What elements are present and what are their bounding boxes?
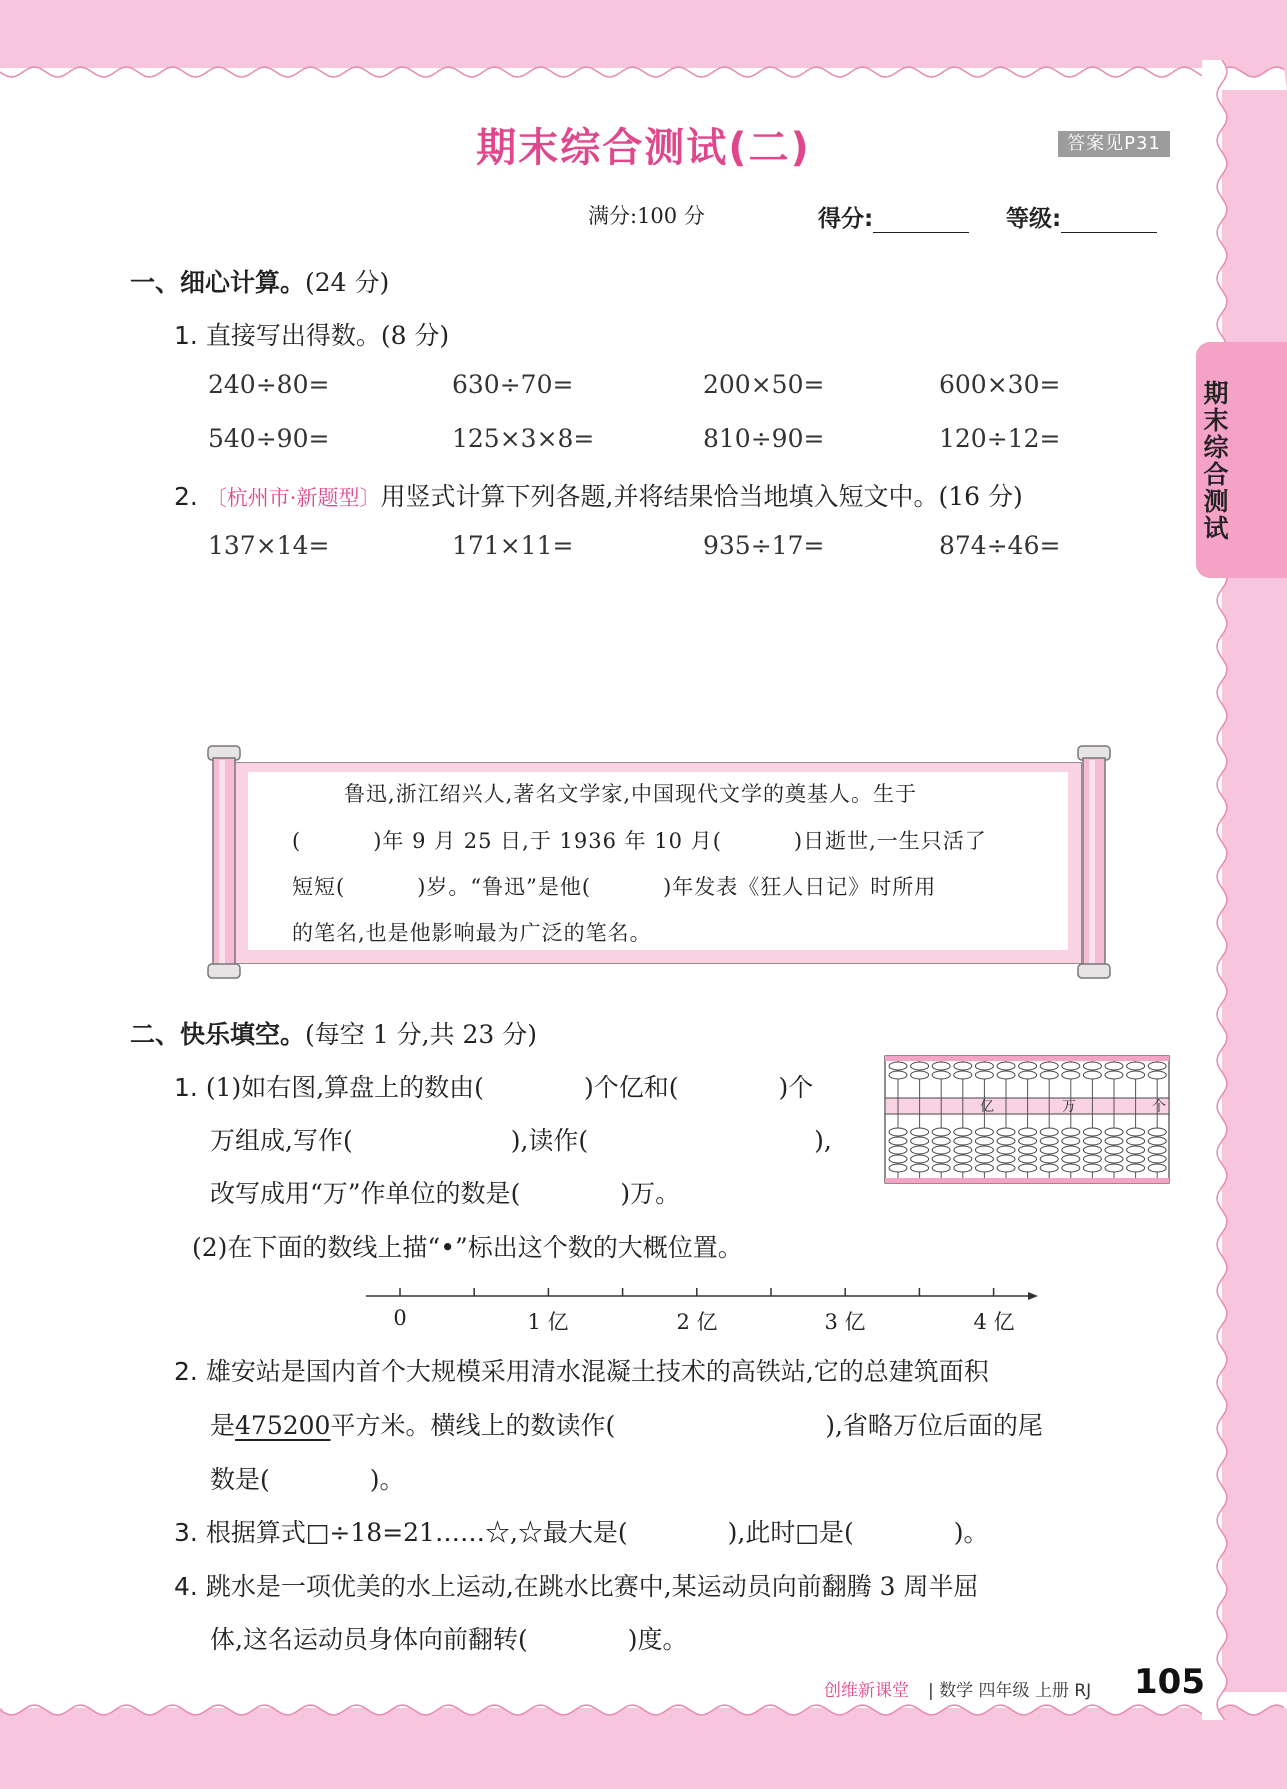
abacus-label-ge: 个 <box>1152 1099 1166 1115</box>
abacus-bead <box>997 1071 1015 1079</box>
s2-q1-number: 1. <box>174 1073 198 1102</box>
section1-points: (24 分) <box>305 268 390 297</box>
abacus-bead <box>1105 1146 1123 1154</box>
abacus-bead <box>975 1128 993 1136</box>
scroll-line-3 <box>292 871 936 901</box>
question-text: 体,这名运动员身体向前翻转( <box>210 1625 528 1654</box>
s1-q1-number: 1. <box>174 321 198 350</box>
question-text: )。 <box>953 1518 989 1547</box>
abacus-bead <box>1040 1137 1058 1145</box>
question-text: 平方米。横线上的数读作( <box>330 1411 616 1440</box>
abacus-bead <box>975 1164 993 1172</box>
s2-q3 <box>174 1513 989 1549</box>
s2-q4-line1 <box>174 1567 979 1603</box>
abacus-bead <box>954 1071 972 1079</box>
scroll-text-part: )年 9 月 25 日,于 1936 年 10 月( <box>373 829 722 853</box>
abacus-bead <box>975 1137 993 1145</box>
s1-q1 <box>174 316 449 352</box>
question-text: )。 <box>369 1465 405 1494</box>
section1-heading <box>130 263 389 299</box>
abacus-bead <box>997 1137 1015 1145</box>
question-text: ),读作( <box>510 1126 589 1155</box>
abacus-bead <box>932 1062 950 1070</box>
calc-item: 120÷12= <box>939 424 1061 453</box>
top-wave-border <box>0 50 1287 90</box>
scroll-line-4: 的笔名,也是他影响最为广泛的笔名。 <box>292 921 652 945</box>
scroll-text-part: )日逝世,一生只活了 <box>793 829 987 853</box>
section2-title: 二、快乐填空。 <box>130 1020 306 1049</box>
abacus-label-yi: 亿 <box>980 1099 994 1115</box>
s2-q1-line2 <box>210 1121 832 1157</box>
calc-item: 600×30= <box>939 370 1061 399</box>
footer-brand: 创维新课堂 <box>824 1681 909 1701</box>
question-text: )个亿和( <box>583 1073 679 1102</box>
s2-q3-number: 3. <box>174 1518 198 1547</box>
question-text: 数是( <box>210 1465 270 1494</box>
scroll-line-2 <box>292 825 987 855</box>
s1-q2 <box>174 477 1023 513</box>
s2-q2-line2 <box>210 1406 1043 1442</box>
abacus-bead <box>1040 1128 1058 1136</box>
abacus-bead <box>1127 1062 1145 1070</box>
scroll-right-roller <box>1074 742 1114 982</box>
number-line-label: 3 亿 <box>824 1310 866 1334</box>
calc-item: 125×3×8= <box>452 424 595 453</box>
answer-reference-badge: 答案见P31 <box>1058 131 1170 157</box>
abacus-bead <box>1083 1137 1101 1145</box>
abacus-bead <box>975 1146 993 1154</box>
abacus-bead <box>1127 1128 1145 1136</box>
calc-item: 874÷46= <box>939 531 1061 560</box>
abacus-bead <box>1127 1146 1145 1154</box>
abacus-bead <box>1148 1062 1166 1070</box>
abacus-bead <box>1105 1137 1123 1145</box>
grade-field <box>1006 200 1157 233</box>
abacus-bead <box>1105 1128 1123 1136</box>
abacus-bead <box>1083 1071 1101 1079</box>
abacus-bead <box>997 1164 1015 1172</box>
abacus-bead <box>1019 1164 1037 1172</box>
abacus-bead <box>1105 1071 1123 1079</box>
abacus-bead <box>975 1071 993 1079</box>
page-number: 105 <box>1134 1662 1205 1702</box>
bottom-wave-border <box>0 1692 1287 1732</box>
abacus-bead <box>889 1128 907 1136</box>
abacus-bead <box>1083 1128 1101 1136</box>
abacus-bead <box>997 1128 1015 1136</box>
number-line-label: 4 亿 <box>973 1310 1015 1334</box>
underlined-number: 475200 <box>235 1411 331 1440</box>
abacus-bead <box>1062 1164 1080 1172</box>
abacus-bead <box>889 1137 907 1145</box>
abacus-bead <box>954 1137 972 1145</box>
s2-q4-number: 4. <box>174 1572 198 1601</box>
s2-q4-line2 <box>210 1620 687 1656</box>
abacus-bead <box>1062 1071 1080 1079</box>
full-score-label: 满分:100 分 <box>588 204 705 228</box>
abacus-bead <box>1105 1164 1123 1172</box>
question-text: )个 <box>778 1073 814 1102</box>
abacus-bead <box>1019 1155 1037 1163</box>
abacus-bead <box>1083 1146 1101 1154</box>
question-text: 改写成用“万”作单位的数是( <box>210 1179 521 1208</box>
question-text: ),此时□是( <box>727 1518 854 1547</box>
page-title: 期末综合测试(二) <box>476 125 811 171</box>
calc-item: 137×14= <box>208 531 330 560</box>
abacus-bead <box>889 1164 907 1172</box>
abacus-bead <box>1040 1071 1058 1079</box>
calc-item: 171×11= <box>452 531 574 560</box>
abacus-bead <box>997 1062 1015 1070</box>
abacus-bead <box>1062 1128 1080 1136</box>
s2-q2-line3 <box>210 1460 405 1496</box>
calc-item: 240÷80= <box>208 370 330 399</box>
scroll-line-1: 鲁迅,浙江绍兴人,著名文学家,中国现代文学的奠基人。生于 <box>344 782 918 806</box>
s2-q1-line1 <box>174 1068 813 1104</box>
abacus-bead <box>1040 1155 1058 1163</box>
abacus-bead <box>954 1128 972 1136</box>
abacus-bead <box>889 1146 907 1154</box>
abacus-bead <box>1062 1062 1080 1070</box>
abacus-bead <box>1148 1164 1166 1172</box>
side-chapter-tab-label: 期末综合测试 <box>1200 380 1229 542</box>
abacus-bead <box>932 1137 950 1145</box>
s1-q2-number: 2. <box>174 482 198 511</box>
abacus-bead <box>932 1071 950 1079</box>
abacus-bead <box>954 1146 972 1154</box>
s2-q2-line1 <box>174 1352 989 1388</box>
abacus-bead <box>1148 1155 1166 1163</box>
abacus-bead <box>1105 1062 1123 1070</box>
abacus-bead <box>954 1164 972 1172</box>
abacus-bead <box>911 1128 929 1136</box>
question-text: 根据算式□÷18=21……☆,☆最大是( <box>205 1518 628 1547</box>
abacus-bead <box>954 1062 972 1070</box>
grade-blank[interactable] <box>1061 206 1157 233</box>
abacus-bead <box>1019 1071 1037 1079</box>
abacus-bead <box>1019 1137 1037 1145</box>
abacus-bead <box>911 1062 929 1070</box>
abacus-label-wan: 万 <box>1062 1099 1076 1115</box>
footer-info: | 数学 四年级 上册 RJ <box>928 1681 1092 1701</box>
number-line-label: 0 <box>393 1306 407 1330</box>
abacus-bead <box>932 1146 950 1154</box>
grade-label: 等级: <box>1006 206 1062 232</box>
score-blank[interactable] <box>873 206 969 233</box>
s1-q1-text: 直接写出得数。(8 分) <box>205 321 450 350</box>
number-line-label: 1 亿 <box>527 1310 569 1334</box>
abacus-bead <box>1127 1137 1145 1145</box>
abacus-bead <box>932 1155 950 1163</box>
question-text: 万组成,写作( <box>210 1126 353 1155</box>
abacus-bead <box>954 1155 972 1163</box>
calc-item: 810÷90= <box>703 424 825 453</box>
abacus-bead <box>997 1146 1015 1154</box>
abacus-bead <box>889 1062 907 1070</box>
abacus-bead <box>1062 1155 1080 1163</box>
s2-q1-part2: (2)在下面的数线上描“•”标出这个数的大概位置。 <box>192 1233 743 1262</box>
abacus-bead <box>1040 1146 1058 1154</box>
abacus-bead <box>911 1155 929 1163</box>
question-text: (1)如右图,算盘上的数由( <box>205 1073 484 1102</box>
abacus-bead <box>932 1128 950 1136</box>
scroll-text-part: )岁。“鲁迅”是他( <box>417 875 592 899</box>
abacus-bead <box>1083 1062 1101 1070</box>
question-text: 雄安站是国内首个大规模采用清水混凝土技术的高铁站,它的总建筑面积 <box>205 1357 989 1386</box>
s2-q1-line3 <box>210 1174 680 1210</box>
abacus-bead <box>997 1155 1015 1163</box>
abacus-bead <box>1083 1164 1101 1172</box>
abacus-bead <box>932 1164 950 1172</box>
question-text: 跳水是一项优美的水上运动,在跳水比赛中,某运动员向前翻腾 3 周半屈 <box>205 1572 979 1601</box>
scroll-text-part: 短短( <box>292 875 346 899</box>
calc-item: 540÷90= <box>208 424 330 453</box>
abacus-bead <box>975 1155 993 1163</box>
abacus-bead <box>911 1137 929 1145</box>
abacus-bead <box>911 1071 929 1079</box>
abacus-bead <box>1019 1062 1037 1070</box>
abacus-bead <box>975 1062 993 1070</box>
s1-q2-tag: 〔杭州市·新题型〕 <box>205 486 381 510</box>
question-text: 是 <box>210 1411 236 1440</box>
calc-item: 935÷17= <box>703 531 825 560</box>
calc-item: 200×50= <box>703 370 825 399</box>
section2-heading <box>130 1015 537 1051</box>
question-text: )度。 <box>627 1625 688 1654</box>
abacus-bead <box>1040 1062 1058 1070</box>
abacus-bead <box>1040 1164 1058 1172</box>
scroll-left-roller <box>204 742 244 982</box>
section1-title: 一、细心计算。 <box>130 268 306 297</box>
abacus-bead <box>889 1155 907 1163</box>
abacus-bead <box>1062 1137 1080 1145</box>
calc-item: 630÷70= <box>452 370 574 399</box>
abacus-bead <box>1062 1146 1080 1154</box>
score-label: 得分: <box>818 206 874 232</box>
question-text: ),省略万位后面的尾 <box>825 1411 1043 1440</box>
right-wave-border <box>1202 60 1242 1720</box>
s2-q2-number: 2. <box>174 1357 198 1386</box>
scroll-text-part: ( <box>292 829 302 853</box>
number-line-label: 2 亿 <box>676 1310 718 1334</box>
section2-points: (每空 1 分,共 23 分) <box>305 1020 537 1049</box>
abacus-bead <box>911 1146 929 1154</box>
abacus-bead <box>1148 1128 1166 1136</box>
abacus-bead <box>911 1164 929 1172</box>
abacus-figure <box>884 1054 1170 1186</box>
score-field <box>818 200 969 233</box>
abacus-bead <box>1019 1146 1037 1154</box>
question-text: ), <box>814 1126 832 1155</box>
abacus-bead <box>1127 1155 1145 1163</box>
abacus-bead <box>1127 1164 1145 1172</box>
abacus-bead <box>1019 1128 1037 1136</box>
abacus-bead <box>889 1071 907 1079</box>
question-text: )万。 <box>620 1179 681 1208</box>
abacus-bead <box>1083 1155 1101 1163</box>
abacus-bead <box>1148 1146 1166 1154</box>
abacus-bead <box>1105 1155 1123 1163</box>
s1-q2-text: 用竖式计算下列各题,并将结果恰当地填入短文中。(16 分) <box>380 482 1023 511</box>
abacus-bead <box>1148 1071 1166 1079</box>
number-line[interactable] <box>364 1284 1040 1308</box>
abacus-bead <box>1127 1071 1145 1079</box>
scroll-text-part: )年发表《狂人日记》时所用 <box>663 875 937 899</box>
abacus-bead <box>1148 1137 1166 1145</box>
